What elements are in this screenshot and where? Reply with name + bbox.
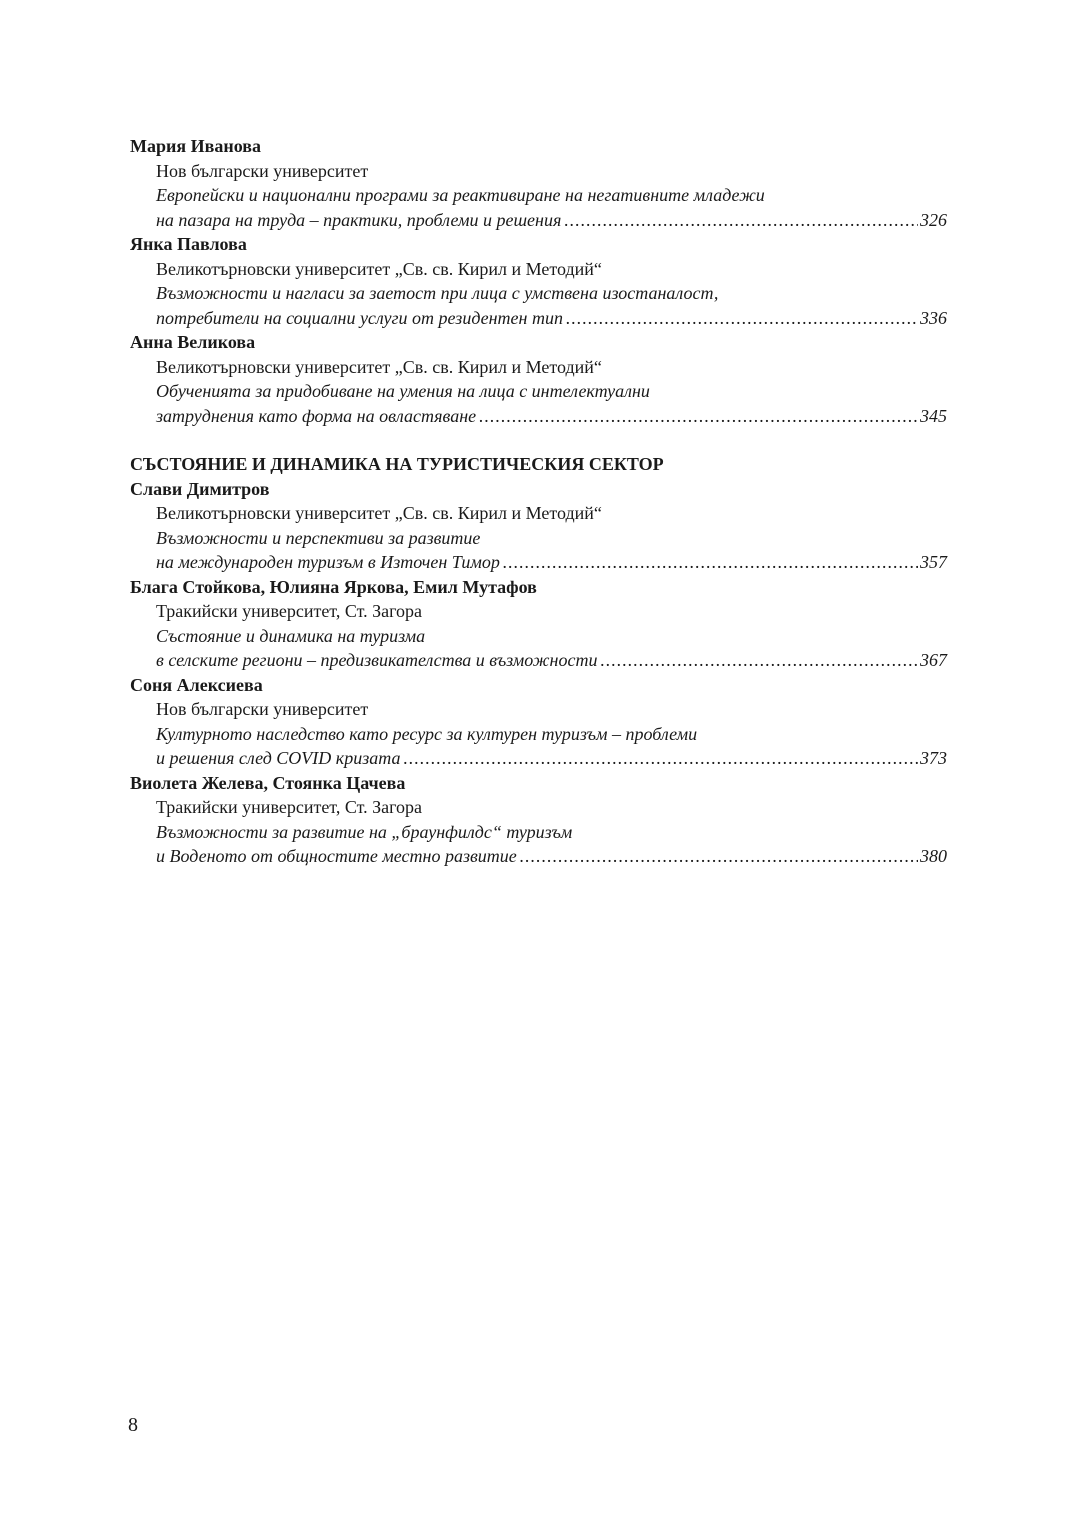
dot-leader: [503, 550, 918, 575]
entry-affiliation: Тракийски университет, Ст. Загора: [156, 601, 423, 621]
entry-page-number[interactable]: 380: [920, 846, 947, 866]
entry-title-line: и Воденото от общностите местно развитие: [156, 846, 517, 866]
entry-title-line: Европейски и национални програми за реактивиране на негативните младежи: [156, 185, 765, 205]
dot-leader: [566, 306, 918, 331]
entry-affiliation: Великотърновски университет „Св. св. Кирил и Методий“: [156, 356, 602, 377]
entry-author: Слави Димитров: [130, 478, 270, 499]
toc-entry: [130, 575, 947, 673]
entry-title-line-with-page: [130, 306, 947, 331]
entry-title-line-with-page: [130, 550, 947, 575]
toc-entry: [130, 673, 947, 771]
entry-title-line: и решения след COVID кризата: [156, 748, 401, 768]
entry-author: Мария Иванова: [130, 136, 261, 156]
dot-leader: [479, 404, 918, 429]
entry-author: Анна Великова: [130, 332, 256, 352]
entry-title-line: потребители на социални услуги от резидентен тип: [156, 307, 563, 328]
toc-entry: [130, 134, 947, 232]
entry-title-line-with-page: [130, 208, 947, 233]
page-number: 8: [128, 1414, 138, 1436]
dot-leader: [520, 844, 918, 869]
entry-page-number[interactable]: 336: [920, 307, 947, 328]
entry-page-number[interactable]: 326: [920, 209, 947, 230]
section-heading: СЪСТОЯНИЕ И ДИНАМИКА НА ТУРИСТИЧЕСКИЯ СЕКТОР: [130, 454, 664, 474]
entry-title-line: Обученията за придобиване на умения на лица с интелектуални: [156, 381, 650, 401]
entry-page-number[interactable]: 345: [920, 405, 947, 426]
entry-affiliation: Великотърновски университет „Св. св. Кирил и Методий“: [156, 258, 602, 279]
entry-title-line: Възможности и перспективи за развитие: [156, 527, 481, 548]
table-of-contents: [130, 134, 947, 869]
toc-entry: [130, 232, 947, 330]
entry-affiliation: Тракийски университет, Ст. Загора: [156, 797, 423, 817]
entry-page-number[interactable]: 373: [920, 748, 947, 768]
entry-page-number[interactable]: 357: [920, 552, 947, 572]
entry-title-line-with-page: [130, 746, 947, 771]
entry-author: Янка Павлова: [130, 234, 247, 254]
entry-title-line: Възможности и нагласи за заетост при лица с умствена изостаналост,: [156, 283, 719, 303]
toc-entry: [130, 771, 947, 869]
dot-leader: [403, 746, 918, 771]
toc-entry: [130, 477, 947, 575]
entry-affiliation: Великотърновски университет „Св. св. Кирил и Методий“: [156, 503, 602, 523]
entry-title-line-with-page: [130, 648, 947, 673]
entry-page-number[interactable]: 367: [920, 650, 947, 670]
entry-author: Блага Стойкова, Юлияна Яркова, Емил Мутафов: [130, 576, 537, 597]
entry-title-line-with-page: [130, 844, 947, 869]
entry-affiliation: Нов български университет: [156, 160, 369, 181]
toc-entry: [130, 330, 947, 428]
entry-title-line: Културното наследство като ресурс за културен туризъм – проблеми: [156, 723, 698, 744]
entry-title-line: в селските региони – предизвикателства и възможности: [156, 650, 598, 670]
entry-author: Соня Алексиева: [130, 674, 263, 695]
entry-title-line: Състояние и динамика на туризма: [156, 625, 426, 646]
entry-title-line: на пазара на труда – практики, проблеми и решения: [156, 209, 562, 230]
entry-title-line: Възможности за развитие на „браунфилдс“ туризъм: [156, 821, 573, 842]
dot-leader: [600, 648, 918, 673]
entry-author: Виолета Желева, Стоянка Цачева: [130, 772, 406, 793]
entry-title-line: затруднения като форма на овластяване: [156, 405, 477, 426]
entry-title-line: на международен туризъм в Източен Тимор: [156, 552, 500, 572]
dot-leader: [564, 208, 918, 233]
entry-affiliation: Нов български университет: [156, 699, 369, 719]
entry-title-line-with-page: [130, 404, 947, 429]
